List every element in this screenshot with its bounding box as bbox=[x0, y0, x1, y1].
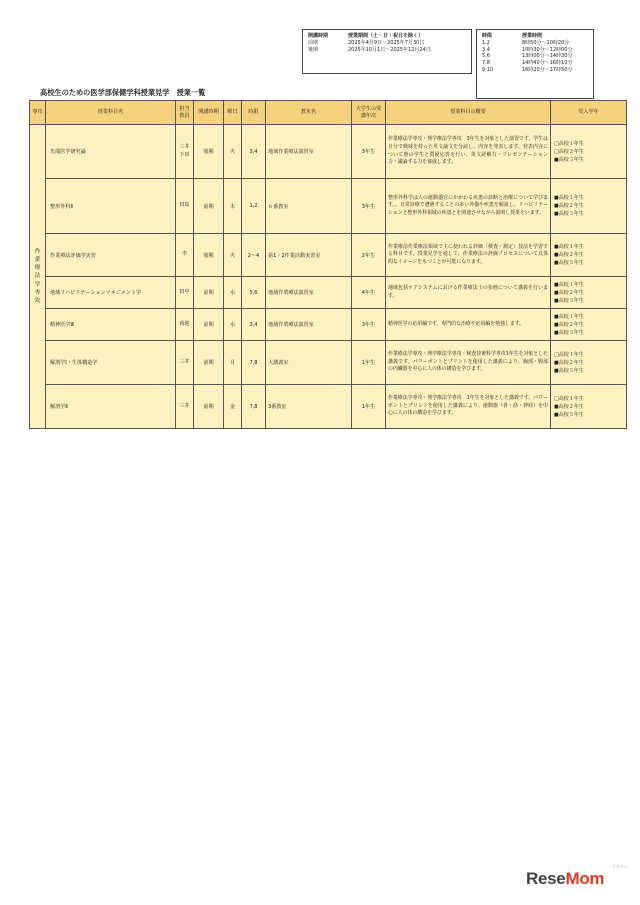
term-period-row: 後期 2025年10月1日～2025年12月24日. bbox=[308, 46, 433, 53]
summary-cell: 作業療法学専攻・理学療法学専攻 3年生を対象とした演習です。学生は自分で興味を持った英文論文を分読し、内容を発表します。発表内容について他の学生と質疑応答を行い、英文読解力・プレゼンテーション力・議論する力を養成します。 bbox=[386, 125, 551, 179]
day-cell: 金 bbox=[224, 385, 242, 429]
table-row bbox=[30, 385, 627, 429]
summary-cell: 作業療法学専攻・理学療法学専攻 1年生を対象とした講義です。パワーポントとプリントを使用した講義により、運動器（骨・筋・神経）を中心に人の体の構造を学びます。 bbox=[386, 385, 551, 429]
year-cell: 4年生 bbox=[352, 277, 386, 309]
day-cell: 水 bbox=[224, 277, 242, 309]
period-cell: 7,8 bbox=[242, 385, 266, 429]
resemom-logo: ReseMom bbox=[526, 869, 605, 888]
room-cell: 大講義室 bbox=[266, 341, 352, 385]
class-time-row: 5,6 13時00分～14時30分 bbox=[482, 53, 573, 60]
dept-cell: 作 業 療 法 学 専 攻 bbox=[30, 125, 46, 429]
term-cell: 前期 bbox=[194, 341, 224, 385]
table-header-row bbox=[30, 101, 627, 125]
subject-cell: 解剖学Ⅰ・生体構造学 bbox=[46, 341, 176, 385]
day-cell: 火 bbox=[224, 125, 242, 179]
table-row bbox=[30, 179, 627, 234]
class-time-row: 7,8 14時40分～16時10分 bbox=[482, 60, 573, 66]
room-cell: 地域作業療法演習室 bbox=[266, 277, 352, 309]
table-row bbox=[30, 341, 627, 385]
subject-cell: 地域リハビリテーションマネジメント学 bbox=[46, 277, 176, 309]
grades-cell: □高校１年生 □高校２年生 ■高校３年生 bbox=[551, 125, 627, 179]
term-cell: 前期 bbox=[194, 385, 224, 429]
class-time-row: 1,2 8時50分～10時20分 bbox=[482, 39, 570, 46]
period-cell: 3,4 bbox=[242, 309, 266, 341]
table-row bbox=[30, 309, 627, 341]
header-year: 大学生の受講年次 bbox=[352, 101, 386, 125]
class-list-table bbox=[29, 100, 627, 429]
subject-cell: 作業療法評価学実習 bbox=[46, 234, 176, 277]
term-cell: 後期 bbox=[194, 125, 224, 179]
subject-cell: 整形外科Ⅱ bbox=[46, 179, 176, 234]
term-period-row: 前期 2025年4月9日～2025年7月30日 bbox=[308, 39, 425, 46]
year-cell: 1年生 bbox=[352, 341, 386, 385]
prof-cell: 三井 bbox=[176, 341, 194, 385]
table-row bbox=[30, 277, 627, 309]
class-time-row: 3,4 10時30分～12時00分 bbox=[482, 46, 573, 53]
term-cell: 後期 bbox=[194, 234, 224, 277]
summary-cell: 地域包括ケアシステムにおける作業療法士の参画について講義を行います。 bbox=[386, 277, 551, 309]
subject-cell: 解剖学Ⅱ bbox=[46, 385, 176, 429]
grades-cell: ■高校１年生 ■高校２年生 ■高校３年生 bbox=[551, 309, 627, 341]
header-dept: 専攻 bbox=[30, 101, 46, 125]
grades-cell: ■高校１年生 ■高校２年生 ■高校３年生 bbox=[551, 234, 627, 277]
class-time-box bbox=[476, 29, 594, 99]
term-cell: 前期 bbox=[194, 309, 224, 341]
grades-cell: □高校１年生 ■高校２年生 ■高校３年生 bbox=[551, 341, 627, 385]
year-cell: 1年生 bbox=[352, 385, 386, 429]
table-row bbox=[30, 125, 627, 179]
summary-cell: 精神医学の応用編です。専門的な治療や応用編を勉強します。 bbox=[386, 309, 551, 341]
prof-cell: 田中 bbox=[176, 277, 194, 309]
period-cell: 5,6 bbox=[242, 277, 266, 309]
summary-cell: 作業療法学専攻・理学療法学専攻・検査技術科学専攻1年生を対象とした講義です。パワーポントとプリントを使用した講義により、胸部・腹部の内臓器を中心に人の体の構造を学びます。 bbox=[386, 341, 551, 385]
day-cell: 月 bbox=[224, 341, 242, 385]
period-cell: 3,4 bbox=[242, 125, 266, 179]
summary-cell: 作業療法作業療法領域で主に使われる評価（検査・測定）技法を学習する科目です。授業見学を通して、作業療法の評価プロセスについて具体的なイメージをもつことが可能になります。 bbox=[386, 234, 551, 277]
subject-cell: 精神医学Ⅲ bbox=[46, 309, 176, 341]
room-cell: 地域作業療法演習室 bbox=[266, 309, 352, 341]
header-summary: 授業科目の概要 bbox=[386, 101, 551, 125]
year-cell: 3年生 bbox=[352, 125, 386, 179]
day-cell: 水 bbox=[224, 309, 242, 341]
term-period-box bbox=[302, 29, 472, 74]
period-cell: 7,8 bbox=[242, 341, 266, 385]
grades-cell: □高校１年生 ■高校２年生 ■高校３年生 bbox=[551, 385, 627, 429]
period-cell: 1,2 bbox=[242, 179, 266, 234]
day-cell: 木 bbox=[224, 179, 242, 234]
header-period: 時限 bbox=[242, 101, 266, 125]
subject-cell: 先端医学研究論 bbox=[46, 125, 176, 179]
header-subject: 授業科目名 bbox=[46, 101, 176, 125]
summary-cell: 整形外科学は人の運動器官にかかわる疾患の診断と治療について学びます。。日常診療で遭遇することの多い外傷や疾患を解説し、リハビリテーションと整形外科領域の疾患とを関連させながら説明し授業をいます。 bbox=[386, 179, 551, 234]
resemom-logo-kana: リセマム bbox=[612, 864, 628, 869]
room-cell: 地域作業療法演習室 bbox=[266, 125, 352, 179]
term-period-header: 開講時期 授業期間（土・日・祝日を除く） bbox=[308, 33, 424, 39]
header-day: 曜日 bbox=[224, 101, 242, 125]
year-cell: 3年生 bbox=[352, 309, 386, 341]
day-cell: 火 bbox=[224, 234, 242, 277]
term-cell: 前期 bbox=[194, 179, 224, 234]
grades-cell: ■高校１年生 ■高校２年生 ■高校３年生 bbox=[551, 277, 627, 309]
period-cell: 2～4 bbox=[242, 234, 266, 277]
grades-cell: ■高校１年生 ■高校２年生 ■高校３年生 bbox=[551, 179, 627, 234]
room-cell: ６番教室 bbox=[266, 179, 352, 234]
header-grades: 受入学年 bbox=[551, 101, 627, 125]
header-room: 教室名 bbox=[266, 101, 352, 125]
prof-cell: 三井 下田 bbox=[176, 125, 194, 179]
table-row bbox=[30, 234, 627, 277]
prof-cell: 荷地 bbox=[176, 309, 194, 341]
room-cell: 3番教室 bbox=[266, 385, 352, 429]
page-title: 高校生のための医学部保健学科授業見学 授業一覧 bbox=[40, 88, 206, 97]
year-cell: 3年生 bbox=[352, 179, 386, 234]
class-time-header: 時限 授業時間 bbox=[482, 33, 543, 39]
year-cell: 2年生 bbox=[352, 234, 386, 277]
prof-cell: 李 bbox=[176, 234, 194, 277]
term-cell: 前期 bbox=[194, 277, 224, 309]
class-time-row: 9,10 16時20分～17時50分 bbox=[482, 66, 573, 73]
prof-cell: 三井 bbox=[176, 385, 194, 429]
header-prof: 担当教員 bbox=[176, 101, 194, 125]
prof-cell: 田島 bbox=[176, 179, 194, 234]
room-cell: 第1・2作業活動実習室 bbox=[266, 234, 352, 277]
header-term: 開講時期 bbox=[194, 101, 224, 125]
